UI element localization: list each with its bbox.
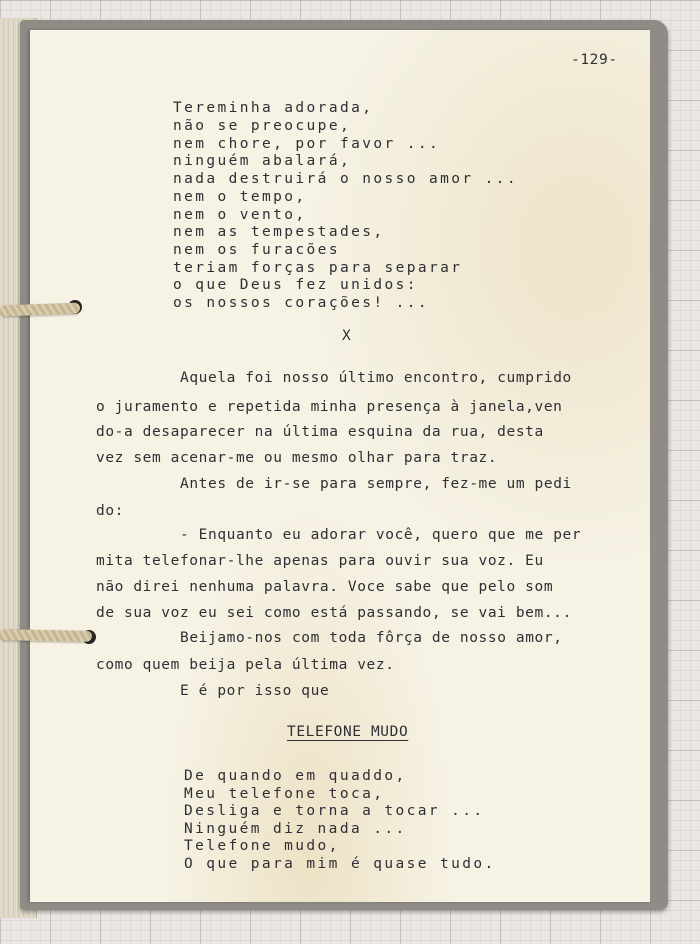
poem-line: nada destruirá o nosso amor ... (173, 171, 519, 187)
poem-line: nem o tempo, (173, 189, 307, 205)
prose-line: de sua voz eu sei como está passando, se vai bem... (96, 605, 572, 621)
binding-string-bottom (0, 629, 92, 642)
poem-line: não se preocupe, (173, 118, 352, 134)
poem-line: ninguém abalará, (173, 153, 352, 169)
prose-line: do: (96, 503, 124, 519)
poem-line: Meu telefone toca, (184, 786, 385, 802)
poem-line: Ninguém diz nada ... (184, 821, 407, 837)
prose-line: Aquela foi nosso último encontro, cumprido (180, 370, 572, 386)
poem-line: os nossos corações! ... (173, 295, 429, 311)
prose-line: vez sem acenar-me ou mesmo olhar para traz. (96, 450, 498, 466)
page-number: -129- (571, 52, 618, 68)
prose-line: Beijamo-nos com toda fôrça de nosso amor, (180, 630, 563, 646)
prose-line: - Enquanto eu adorar você, quero que me per (180, 527, 582, 543)
poem-line: nem os furacões (173, 242, 340, 258)
poem-line: Desliga e torna a tocar ... (184, 803, 485, 819)
prose-line: o juramento e repetida minha presença à janela,ven (96, 399, 563, 415)
section-mark: X (342, 328, 352, 344)
poem-line: teriam forças para separar (173, 260, 463, 276)
poem-line: De quando em quaddo, (184, 768, 407, 784)
poem-line: nem chore, por favor ... (173, 136, 441, 152)
prose-line: E é por isso que (180, 683, 330, 699)
prose-line: Antes de ir-se para sempre, fez-me um pedi (180, 476, 572, 492)
poem-title: TELEFONE MUDO (287, 724, 409, 740)
poem-line: nem as tempestades, (173, 224, 385, 240)
prose-line: do-a desaparecer na última esquina da rua, desta (96, 424, 544, 440)
prose-line: mita telefonar-lhe apenas para ouvir sua voz. Eu (96, 553, 544, 569)
poem-line: O que para mim é quase tudo. (184, 856, 496, 872)
poem-line: Tereminha adorada, (173, 100, 374, 116)
poem-line: Telefone mudo, (184, 838, 340, 854)
prose-line: não direi nenhuma palavra. Voce sabe que pelo som (96, 579, 554, 595)
poem-line: nem o vento, (173, 207, 307, 223)
poem-line: o que Deus fez unidos: (173, 277, 418, 293)
prose-line: como quem beija pela última vez. (96, 657, 395, 673)
